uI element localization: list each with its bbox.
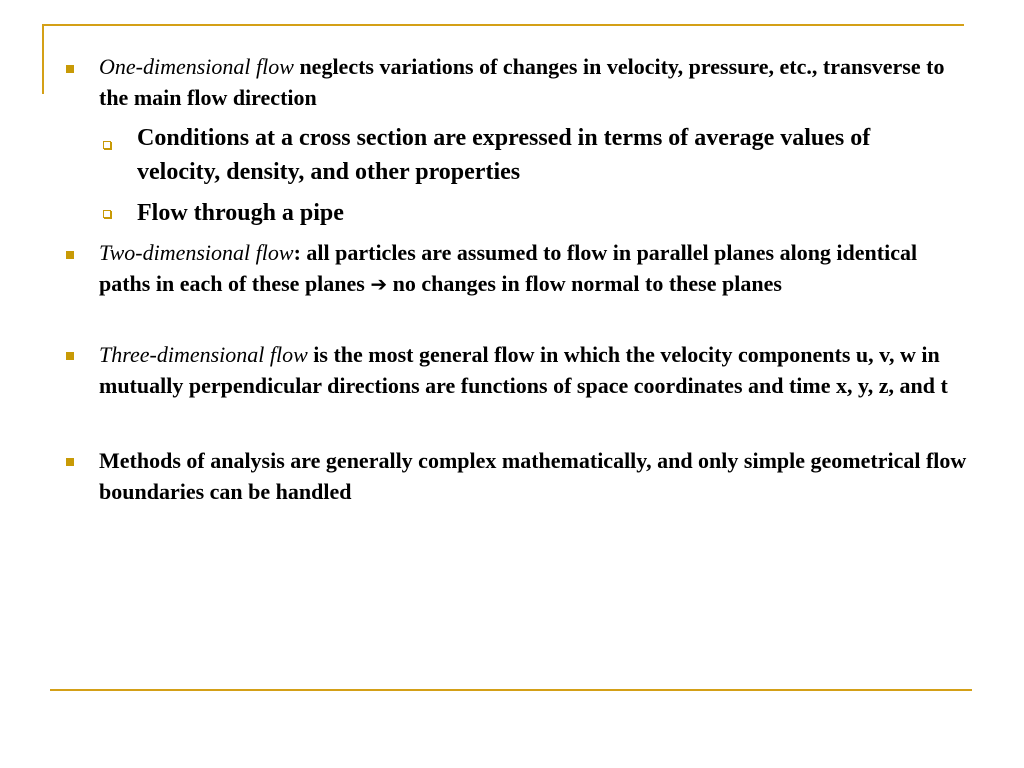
term-three-dimensional-flow: Three-dimensional flow <box>99 342 308 367</box>
sub-bullet-pipe-flow <box>137 196 937 230</box>
sub-bullet-text: Flow through a pipe <box>137 200 344 226</box>
bullet-two-dimensional-flow <box>99 237 969 300</box>
bullet-text: Methods of analysis are generally complex mathematically, and only simple geometrical flow boundaries can be handled <box>99 448 967 504</box>
hollow-square-bullet-icon <box>103 210 111 218</box>
bullet-text: is the most general flow in which the velocity components u, v, w in mutually perpendicular directions are functions of space coordinates and time x, y, z, and t <box>99 342 948 398</box>
bullet-text-continued: no changes in flow normal to these planes <box>387 271 782 296</box>
term-one-dimensional-flow: One-dimensional flow <box>99 54 294 79</box>
right-arrow-icon: ➔ <box>370 272 388 296</box>
bottom-border-line <box>50 689 972 691</box>
square-bullet-icon <box>66 352 74 360</box>
sub-bullet-text: Conditions at a cross section are expressed in terms of average values of velocity, density, and other properties <box>137 125 871 185</box>
bullet-text: neglects variations of changes in velocity, pressure, etc., transverse to the main flow direction <box>99 54 945 110</box>
bullet-methods-of-analysis <box>99 445 969 507</box>
square-bullet-icon <box>66 458 74 466</box>
bullet-one-dimensional-flow <box>99 51 969 113</box>
term-two-dimensional-flow: Two-dimensional flow <box>99 240 294 265</box>
bullet-text: : all particles are assumed to flow in parallel planes along identical paths in each of these planes <box>99 240 918 296</box>
left-border-line <box>42 24 44 94</box>
bullet-three-dimensional-flow <box>99 339 969 401</box>
hollow-square-bullet-icon <box>103 141 111 149</box>
square-bullet-icon <box>66 65 74 73</box>
top-border-line <box>42 24 964 26</box>
sub-bullet-conditions <box>137 121 937 189</box>
square-bullet-icon <box>66 251 74 259</box>
